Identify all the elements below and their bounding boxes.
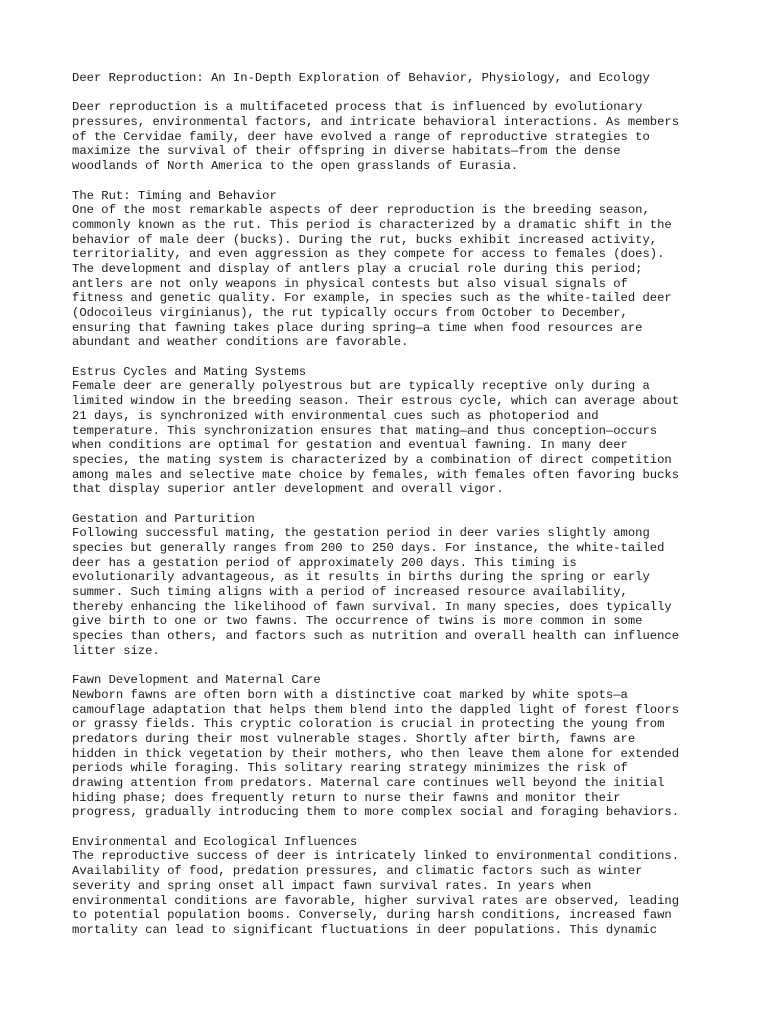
paragraph-line: woodlands of North America to the open grasslands of Eurasia. — [72, 159, 519, 174]
paragraph-gap — [72, 497, 712, 512]
paragraph-line: pressures, environmental factors, and intricate behavioral interactions. As members — [72, 115, 680, 130]
paragraph-line: when conditions are optimal for gestation and eventual fawning. In many deer — [72, 438, 628, 453]
paragraph-line: fitness and genetic quality. For example, in species such as the white-tailed deer — [72, 291, 672, 306]
paragraph-line: evolutionarily advantageous, as it results in births during the spring or early — [72, 570, 650, 585]
document-page — [72, 71, 712, 938]
paragraph-line: commonly known as the rut. This period is characterized by a dramatic shift in the — [72, 217, 672, 232]
paragraph-line: periods while foraging. This solitary rearing strategy minimizes the risk of — [72, 761, 628, 776]
paragraph-line: behavior of male deer (bucks). During the rut, bucks exhibit increased activity, — [72, 232, 658, 247]
section-estrus — [72, 365, 712, 497]
paragraph-line: antlers are not only weapons in physical contests but also visual signals of — [72, 276, 628, 291]
paragraph-gap — [72, 86, 712, 101]
paragraph-line: abundant and weather conditions are favorable. — [72, 335, 409, 350]
section-fawn-development — [72, 673, 712, 820]
section-gestation — [72, 512, 712, 659]
paragraph-line: summer. Such timing aligns with a period of increased resource availability, — [72, 585, 628, 600]
document-title: Deer Reproduction: An In-Depth Exploration of Behavior, Physiology, and Ecology — [72, 71, 650, 85]
paragraph-line: mortality can lead to significant fluctuations in deer populations. This dynamic — [72, 922, 658, 937]
paragraph-gap — [72, 350, 712, 365]
section-heading: Environmental and Ecological Influences — [72, 834, 358, 849]
paragraph-line: Availability of food, predation pressures, and climatic factors such as winter — [72, 864, 643, 879]
paragraph-gap — [72, 174, 712, 189]
paragraph-gap — [72, 820, 712, 835]
section-rut — [72, 189, 712, 351]
paragraph-line: temperature. This synchronization ensures that mating—and thus conception—occurs — [72, 423, 658, 438]
paragraph-line: hiding phase; does frequently return to nurse their fawns and monitor their — [72, 790, 621, 805]
paragraph-gap — [72, 659, 712, 674]
section-heading: Estrus Cycles and Mating Systems — [72, 364, 307, 379]
paragraph-line: give birth to one or two fawns. The occurrence of twins is more common in some — [72, 614, 643, 629]
paragraph-line: thereby enhancing the likelihood of fawn survival. In many species, does typically — [72, 599, 672, 614]
paragraph-line: camouflage adaptation that helps them blend into the dappled light of forest floors — [72, 702, 680, 717]
paragraph-line: Newborn fawns are often born with a distinctive coat marked by white spots—a — [72, 687, 628, 702]
paragraph-line: (Odocoileus virginianus), the rut typically occurs from October to December, — [72, 306, 628, 320]
paragraph-line: predators during their most vulnerable stages. Shortly after birth, fawns are — [72, 731, 636, 746]
paragraph-line: One of the most remarkable aspects of deer reproduction is the breeding season, — [72, 203, 650, 218]
paragraph-line: that display superior antler development and overall vigor. — [72, 482, 504, 497]
paragraph-line: or grassy fields. This cryptic coloration is crucial in protecting the young from — [72, 717, 665, 732]
paragraph-line: territoriality, and even aggression as they compete for access to females (does). — [72, 247, 665, 262]
paragraph-line: environmental conditions are favorable, higher survival rates are observed, leading — [72, 893, 680, 908]
paragraph-line: among males and selective mate choice by females, with females often favoring bucks — [72, 467, 680, 482]
paragraph-line: limited window in the breeding season. Their estrous cycle, which can average about — [72, 394, 680, 409]
paragraph-line: species but generally ranges from 200 to 250 days. For instance, the white-tailed — [72, 541, 665, 555]
paragraph-line: severity and spring onset all impact fawn survival rates. In years when — [72, 878, 592, 893]
paragraph-line: of the Cervidae family, deer have evolved a range of reproductive strategies to — [72, 129, 650, 144]
section-environmental — [72, 835, 712, 938]
section-heading: The Rut: Timing and Behavior — [72, 188, 277, 203]
paragraph-line: species, the mating system is characterized by a combination of direct competition — [72, 452, 672, 467]
paragraph-line: to potential population booms. Conversely, during harsh conditions, increased fawn — [72, 908, 672, 923]
paragraph-line: ensuring that fawning takes place during spring—a time when food resources are — [72, 320, 643, 335]
paragraph-line: species than others, and factors such as nutrition and overall health can influence — [72, 629, 680, 644]
paragraph-line: 21 days, is synchronized with environmental cues such as photoperiod and — [72, 408, 599, 423]
paragraph-line: Female deer are generally polyestrous but are typically receptive only during a — [72, 379, 650, 394]
paragraph-line: progress, gradually introducing them to more complex social and foraging behaviors. — [72, 805, 680, 820]
paragraph-line: Deer reproduction is a multifaceted process that is influenced by evolutionary — [72, 100, 643, 115]
paragraph-line: hidden in thick vegetation by their mothers, who then leave them alone for extended — [72, 746, 680, 761]
paragraph-line: The development and display of antlers play a crucial role during this period; — [72, 261, 643, 276]
paragraph-line: The reproductive success of deer is intricately linked to environmental conditions. — [72, 849, 680, 864]
intro-paragraph — [72, 100, 712, 173]
paragraph-line: Following successful mating, the gestation period in deer varies slightly among — [72, 526, 650, 541]
paragraph-line: litter size. — [72, 643, 160, 658]
section-heading: Gestation and Parturition — [72, 511, 255, 526]
paragraph-line: deer has a gestation period of approximately 200 days. This timing is — [72, 555, 577, 570]
section-heading: Fawn Development and Maternal Care — [72, 673, 321, 688]
paragraph-line: drawing attention from predators. Maternal care continues well beyond the initial — [72, 776, 665, 790]
paragraph-line: maximize the survival of their offspring in diverse habitats—from the dense — [72, 144, 621, 159]
